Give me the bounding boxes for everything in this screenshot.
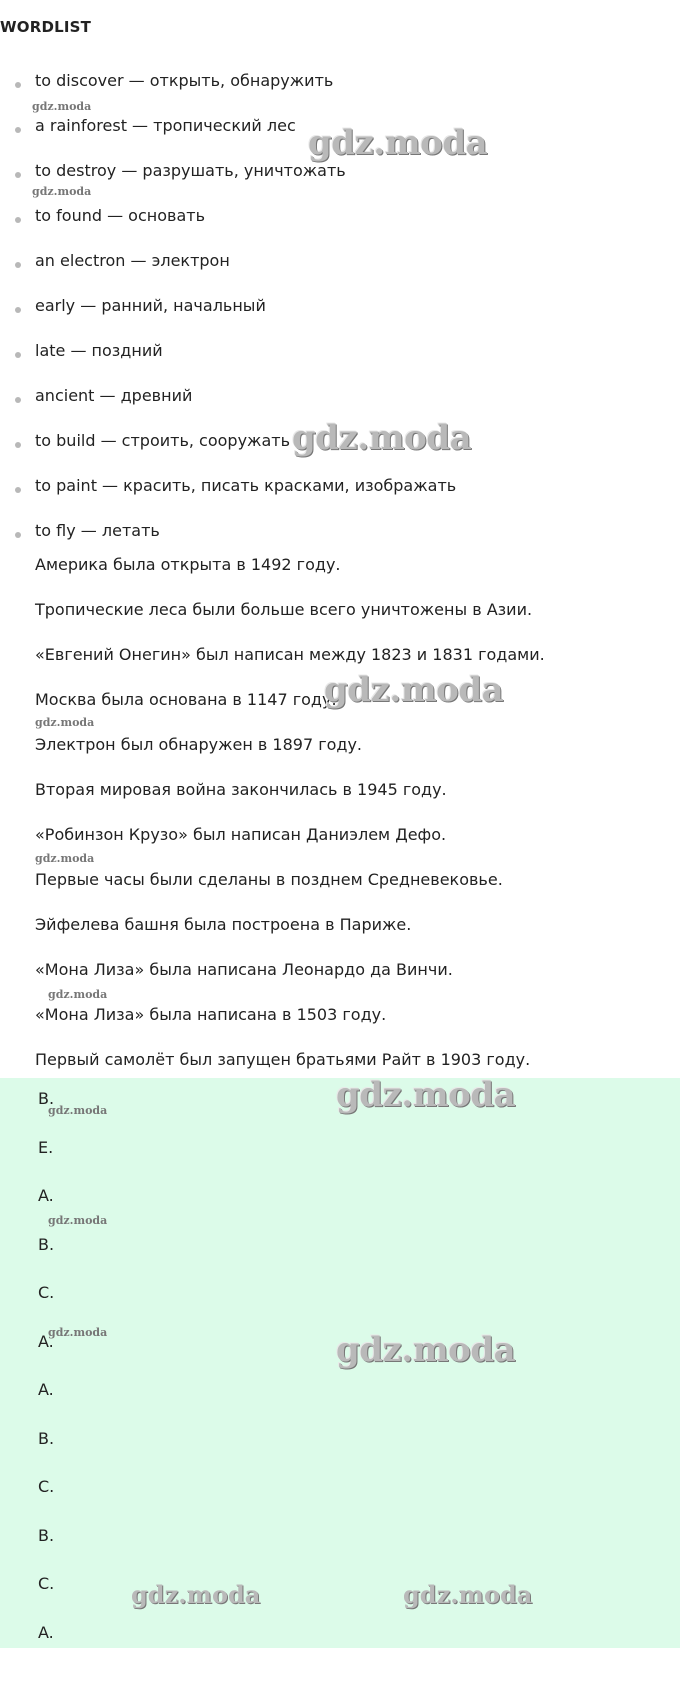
watermark: gdz.moda [336,1330,516,1370]
answer-text: C. [38,1574,55,1593]
sentence-text: «Евгений Онегин» был написан между 1823 и 1831 годами. [35,645,545,664]
bullet-icon [15,532,21,538]
bullet-icon [15,172,21,178]
watermark: gdz.moda [324,670,504,710]
wordlist-item-text: late — поздний [35,341,163,360]
watermark: gdz.moda [32,100,92,113]
sentence-text: Эйфелева башня была построена в Париже. [35,915,412,934]
watermark: gdz.moda [292,418,472,458]
watermark: gdz.moda [48,988,108,1001]
answer-text: B. [38,1525,55,1545]
wordlist-item-text: ancient — древний [35,386,193,405]
answer-text: A. [38,1380,54,1399]
bullet-icon [15,487,21,493]
bullet-icon [15,307,21,313]
watermark: gdz.moda [403,1580,533,1609]
answer-text: E. [38,1137,54,1157]
wordlist-item-text: an electron — электрон [35,251,230,270]
bullet-icon [15,82,21,88]
sentence-text: «Мона Лиза» была написана Леонардо да Винчи. [35,960,453,979]
answer-text: B. [38,1428,55,1448]
watermark: gdz.moda [48,1326,108,1339]
watermark: gdz.moda [336,1075,516,1115]
sentence-text: «Мона Лиза» была написана в 1503 году. [35,1005,387,1024]
wordlist-item-text: early — ранний, начальный [35,296,266,315]
answer-text: C. [38,1477,55,1496]
bullet-icon [15,397,21,403]
bullet-icon [15,127,21,133]
sentence-text: «Робинзон Крузо» был написан Даниэлем Дефо. [35,825,447,844]
sentence-text: Вторая мировая война закончилась в 1945 году. [35,780,447,799]
sentence-text: Электрон был обнаружен в 1897 году. [35,735,363,754]
wordlist-item-text: to found — основать [35,206,205,225]
watermark: gdz.moda [131,1580,261,1609]
watermark: gdz.moda [48,1214,108,1227]
answer-text: C. [38,1283,55,1302]
wordlist-item-text: to paint — красить, писать красками, изображать [35,476,457,495]
sentence-text: Америка была открыта в 1492 году. [35,555,341,574]
answer-text: A. [38,1331,54,1351]
answer-text: A. [38,1622,54,1642]
bullet-icon [15,262,21,268]
sentence-text: Первый самолёт был запущен братьями Райт в 1903 году. [35,1050,531,1069]
watermark: gdz.moda [35,852,95,865]
watermark: gdz.moda [308,123,488,163]
watermark: gdz.moda [32,185,92,198]
wordlist-item-text: to discover — открыть, обнаружить [35,71,334,90]
sentence-text: Москва была основана в 1147 году. [35,690,337,709]
watermark: gdz.moda [35,716,95,729]
bullet-icon [15,352,21,358]
wordlist-heading: WORDLIST [0,18,92,36]
wordlist-item-text: to fly — летать [35,521,160,540]
wordlist-item-text: to destroy — разрушать, уничтожать [35,161,346,180]
bullet-icon [15,442,21,448]
sentence-text: Первые часы были сделаны в позднем Средневековье. [35,870,503,889]
wordlist-item-text: to build — строить, сооружать [35,431,291,450]
answer-text: B. [38,1089,55,1108]
wordlist-item-text: a rainforest — тропический лес [35,116,296,135]
answer-text: A. [38,1186,54,1205]
answer-text: B. [38,1234,55,1254]
watermark: gdz.moda [48,1104,108,1117]
sentence-text: Тропические леса были больше всего уничтожены в Азии. [35,600,533,619]
bullet-icon [15,217,21,223]
